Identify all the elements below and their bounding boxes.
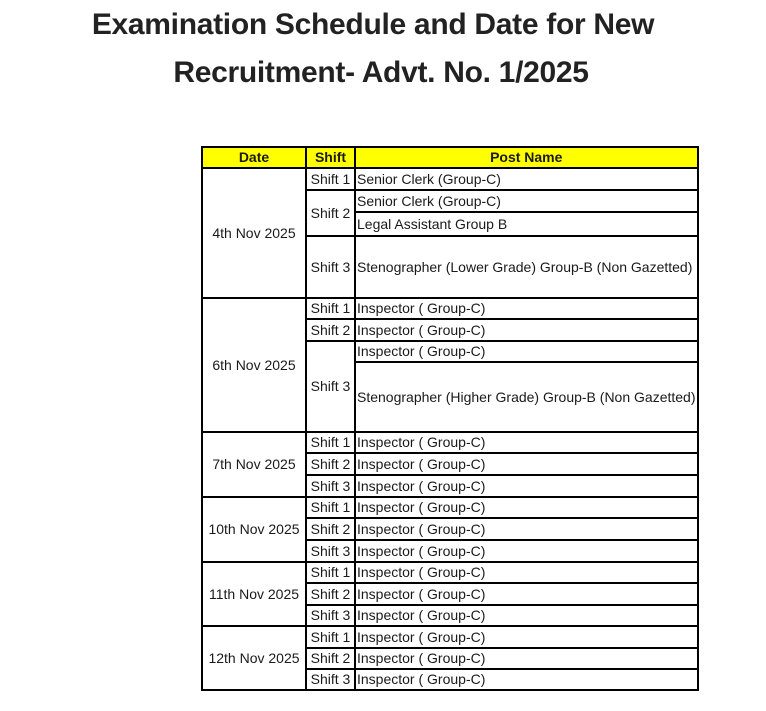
post-cell: Inspector ( Group-C) — [355, 341, 698, 362]
column-header-post-name: Post Name — [355, 147, 698, 168]
shift-cell: Shift 1 — [306, 626, 355, 648]
shift-cell: Shift 1 — [306, 432, 355, 453]
shift-cell: Shift 1 — [306, 168, 355, 190]
post-cell: Inspector ( Group-C) — [355, 540, 698, 562]
shift-cell: Shift 2 — [306, 518, 355, 540]
column-header-date: Date — [202, 147, 306, 168]
shift-cell: Shift 1 — [306, 562, 355, 583]
post-cell: Inspector ( Group-C) — [355, 669, 698, 690]
shift-cell: Shift 2 — [306, 648, 355, 669]
table-header-row — [202, 147, 698, 168]
column-header-shift: Shift — [306, 147, 355, 168]
post-cell: Senior Clerk (Group-C) — [355, 190, 698, 212]
post-cell: Inspector ( Group-C) — [355, 432, 698, 453]
table-row — [202, 626, 698, 648]
date-cell: 7th Nov 2025 — [202, 432, 306, 497]
post-cell: Stenographer (Lower Grade) Group-B (Non Gazetted) — [355, 236, 698, 298]
shift-cell: Shift 1 — [306, 497, 355, 518]
shift-cell: Shift 1 — [306, 298, 355, 319]
document-title-line-1: Examination Schedule and Date for New — [91, 8, 655, 41]
post-cell: Stenographer (Higher Grade) Group-B (Non Gazetted) — [355, 362, 698, 432]
post-cell: Inspector ( Group-C) — [355, 453, 698, 475]
document-title-line-2: Recruitment- Advt. No. 1/2025 — [173, 56, 589, 89]
shift-cell: Shift 2 — [306, 190, 355, 236]
date-cell: 12th Nov 2025 — [202, 626, 306, 690]
date-cell: 10th Nov 2025 — [202, 497, 306, 562]
date-cell: 11th Nov 2025 — [202, 562, 306, 626]
post-cell: Inspector ( Group-C) — [355, 497, 698, 518]
shift-cell: Shift 3 — [306, 236, 355, 298]
table-row — [202, 432, 698, 453]
table-row — [202, 298, 698, 319]
post-cell: Inspector ( Group-C) — [355, 298, 698, 319]
date-cell: 4th Nov 2025 — [202, 168, 306, 298]
post-cell: Inspector ( Group-C) — [355, 518, 698, 540]
post-cell: Inspector ( Group-C) — [355, 319, 698, 341]
post-cell: Inspector ( Group-C) — [355, 583, 698, 605]
table-row — [202, 497, 698, 518]
post-cell: Inspector ( Group-C) — [355, 475, 698, 497]
shift-cell: Shift 3 — [306, 669, 355, 690]
date-cell: 6th Nov 2025 — [202, 298, 306, 432]
post-cell: Inspector ( Group-C) — [355, 648, 698, 669]
post-cell: Legal Assistant Group B — [355, 212, 698, 236]
table-row — [202, 168, 698, 190]
shift-cell: Shift 2 — [306, 453, 355, 475]
shift-cell: Shift 2 — [306, 583, 355, 605]
shift-cell: Shift 3 — [306, 475, 355, 497]
post-cell: Senior Clerk (Group-C) — [355, 168, 698, 190]
shift-cell: Shift 3 — [306, 341, 355, 432]
post-cell: Inspector ( Group-C) — [355, 626, 698, 648]
shift-cell: Shift 3 — [306, 540, 355, 562]
table-row — [202, 562, 698, 583]
post-cell: Inspector ( Group-C) — [355, 605, 698, 626]
exam-schedule-table — [201, 146, 699, 691]
shift-cell: Shift 3 — [306, 605, 355, 626]
shift-cell: Shift 2 — [306, 319, 355, 341]
post-cell: Inspector ( Group-C) — [355, 562, 698, 583]
